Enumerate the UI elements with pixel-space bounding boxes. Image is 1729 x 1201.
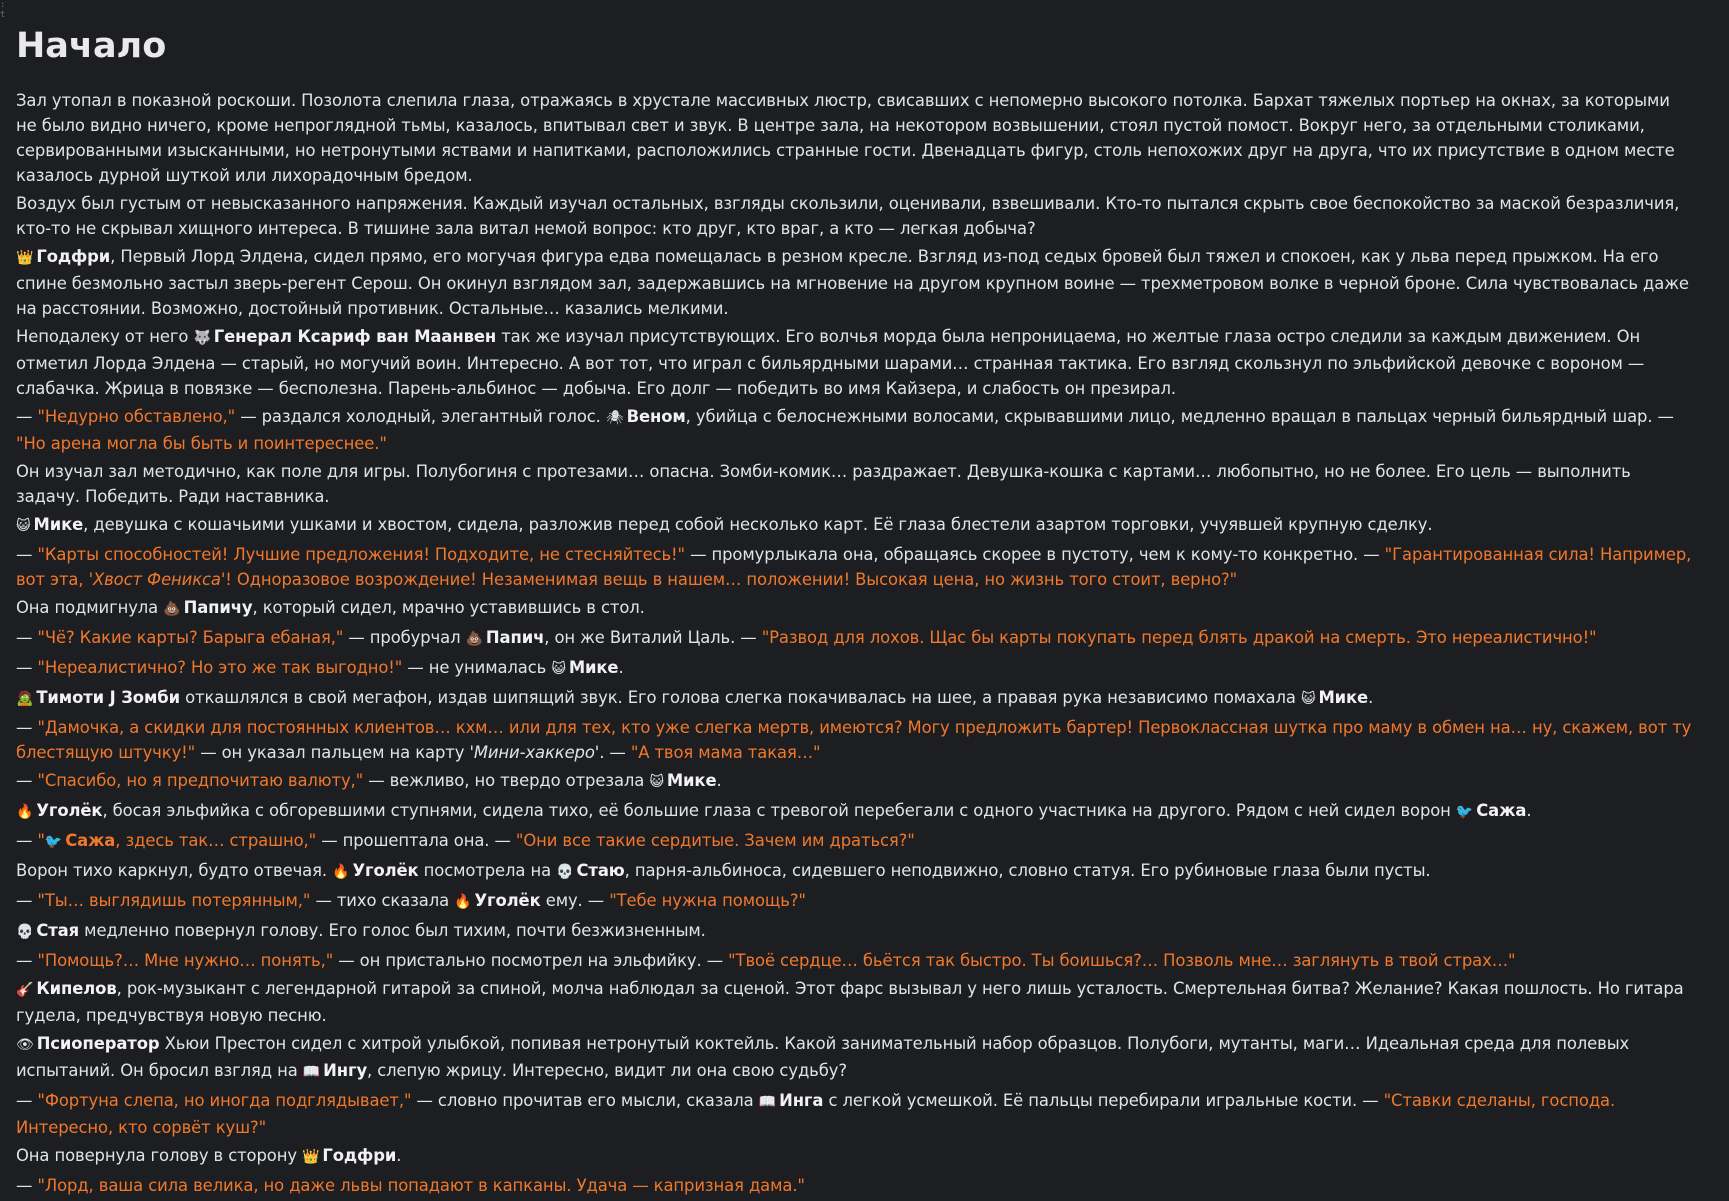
narration-text: Неподалеку от него <box>16 327 194 346</box>
narration-text: . <box>1526 801 1532 820</box>
story-paragraph <box>16 404 1694 456</box>
narration-text: откашлялся в свой мегафон, издав шипящий звук. Его голова слегка покачивалась на шее, а правая рука независимо помахала <box>180 688 1301 707</box>
story-paragraph <box>16 715 1694 765</box>
character-name: Стаю <box>576 861 625 880</box>
story-paragraph <box>16 595 1694 622</box>
character-icon: 😺 <box>649 774 664 790</box>
narration-text: , который сидел, мрачно уставившись в стол. <box>252 598 645 617</box>
narration-text: . <box>396 1146 402 1165</box>
character-name: Папич <box>485 628 545 647</box>
page-title: Начало <box>16 26 167 66</box>
character-icon: 🧟 <box>16 691 34 707</box>
character-icon: 🔥 <box>454 894 472 910</box>
narration-text: — <box>16 1176 38 1195</box>
dialogue-quote: "Но арена могла бы быть и поинтереснее." <box>16 434 387 453</box>
dialogue-quote: "Спасибо, но я предпочитаю валюту," <box>37 771 364 790</box>
narration-text: — промурлыкала она, обращаясь скорее в пустоту, чем к кому-то конкретно. — <box>684 545 1385 564</box>
story-paragraph <box>16 655 1694 682</box>
document-page <box>16 20 1694 1201</box>
character-name: Кипелов <box>36 979 117 998</box>
narration-text: — <box>16 951 38 970</box>
story-paragraph <box>16 542 1694 592</box>
character-icon: 😺 <box>1300 691 1316 707</box>
card-name: 'Мини-хаккеро' <box>469 743 600 762</box>
character-icon: 🐺 <box>193 330 211 346</box>
story-paragraph <box>16 324 1694 401</box>
story-paragraph <box>16 948 1694 973</box>
character-icon: 😺 <box>551 661 566 677</box>
character-name: Годфри <box>322 1146 397 1165</box>
character-name: Мике <box>1318 688 1369 707</box>
character-name: Сажа <box>1476 801 1527 820</box>
dialogue-quote: "Карты способностей! Лучшие предложения! Подходите, не стесняйтесь!" <box>37 545 685 564</box>
narration-text: Ворон тихо каркнул, будто отвечая. <box>16 861 333 880</box>
dialogue-quote: " <box>37 831 45 850</box>
narration-text: , слепую жрицу. Интересно, видит ли она свою судьбу? <box>367 1061 847 1080</box>
dialogue-quote: "Развод для лохов. Щас бы карты покупать перед блять дракой на смерть. Это нереалистично!" <box>761 628 1597 647</box>
narration-text: — <box>16 718 38 737</box>
dialogue-character-name: Сажа <box>65 831 116 850</box>
story-paragraph <box>16 768 1694 795</box>
dialogue-quote: "Недурно обставлено," <box>37 407 236 426</box>
story-paragraph <box>16 244 1694 321</box>
narration-text: , Первый Лорд Элдена, сидел прямо, его могучая фигура едва помещалась в резном кресле. Взгляд из-под седых бровей был тяжел и спокоен, как у льва перед прыжком. На его спине безмольно застыл зверь-регент Серош. Он окинул взглядом зал, задержавшись на мгновение на другом крупном воине — трехметровом волке в черной броне. Сила чувствовалась даже на расстоянии. Возможно, достойный противник. Остальные… казались мелкими. <box>16 247 1689 318</box>
character-icon: 🎸 <box>16 982 34 998</box>
story-paragraph <box>16 798 1694 825</box>
story-paragraph <box>16 828 1694 855</box>
narration-text: . <box>618 658 624 677</box>
edge-marks: : t <box>0 0 6 20</box>
narration-text: — <box>16 545 38 564</box>
narration-text: , рок-музыкант с легендарной гитарой за спиной, молча наблюдал за сценой. Этот фарс вызывал у него лишь усталость. Смертельная битва? Желание? Какая пошлость. Но гитара гудела, предчувствуя новую песню. <box>16 979 1684 1025</box>
dialogue-quote: "Тебе нужна помощь?" <box>609 891 806 910</box>
narration-text: — вежливо, но твердо отрезала <box>363 771 650 790</box>
story-paragraph <box>16 918 1694 945</box>
story-paragraph <box>16 459 1694 509</box>
narration-text: с легкой усмешкой. Её пальцы перебирали игральные кости. — <box>823 1091 1384 1110</box>
story-paragraph <box>16 888 1694 915</box>
narration-text: — тихо сказала <box>310 891 455 910</box>
character-name: Инга <box>779 1091 824 1110</box>
dialogue-quote: "Они все такие сердитые. Зачем им драться?" <box>515 831 915 850</box>
dialogue-quote: "Дамочка, а скидки для постоянных клиентов… кхм… или для тех, кто уже слегка мертв, имеются? Могу предложить бартер! Первоклассная шутка про маму в обмен на… ну, скажем, вот ту блестящую штучку!" <box>16 718 1692 762</box>
dialogue-quote: "Нереалистично? Но это же так выгодно!" <box>37 658 403 677</box>
narration-text: медленно повернул голову. Его голос был тихим, почти безжизненным. <box>79 921 706 940</box>
story-paragraph <box>16 976 1694 1028</box>
narration-text: Зал утопал в показной роскоши. Позолота слепила глаза, отражаясь в хрустале массивных люстр, свисавших с непомерно высокого потолка. Бархат тяжелых портьер на окнах, за которыми не было видно ничего, кроме непроглядной тьмы, казалось, впитывал свет и звук. В центре зала, на некотором возвышении, стоял пустой помост. Вокруг него, за отдельными столиками, сервированными изысканными, но нетронутыми яствами и напитками, расположились странные гости. Двенадцать фигур, столь непохожих друг на друга, что их присутствие в одном месте казалось дурной шуткой или лихорадочным бредом. <box>16 91 1675 185</box>
character-name: Стая <box>36 921 80 940</box>
character-icon: 💩 <box>163 601 181 617</box>
dialogue-quote: ! Одноразовое возрождение! Незаменимая вещь в нашем… положении! Высокая цена, но жизнь того стоит, верно?" <box>225 570 1238 589</box>
story-paragraph <box>16 1173 1694 1198</box>
character-name: Годфри <box>36 247 111 266</box>
character-name: Веном <box>626 407 686 426</box>
character-name: Папичу <box>183 598 253 617</box>
story-paragraph <box>16 1088 1694 1140</box>
dialogue-quote: , здесь так… страшно," <box>115 831 317 850</box>
character-name: Псиоператор <box>36 1034 160 1053</box>
story-paragraph <box>16 625 1694 652</box>
character-name: Генерал Ксариф ван Маанвен <box>213 327 497 346</box>
narration-text: — прошептала она. — <box>316 831 516 850</box>
character-icon: 💀 <box>16 924 34 940</box>
story-paragraph <box>16 858 1694 885</box>
narration-text: — не унималась <box>402 658 552 677</box>
narration-text: — словно прочитав его мысли, сказала <box>411 1091 759 1110</box>
character-icon: 😺 <box>16 518 31 534</box>
narration-text: ему. — <box>540 891 610 910</box>
dialogue-quote: "Лорд, ваша сила велика, но даже львы попадают в капканы. Удача — капризная дама." <box>37 1176 805 1195</box>
narration-text: — раздался холодный, элегантный голос. <box>235 407 606 426</box>
story-paragraph <box>16 512 1694 539</box>
character-name: Мике <box>666 771 717 790</box>
character-icon: 💩 <box>465 631 483 647</box>
narration-text: , босая эльфийка с обгоревшими ступнями, сидела тихо, её большие глаза с тревогой перебегали с одного участника на другого. Рядом с ней сидел ворон <box>102 801 1456 820</box>
narration-text: Она повернула голову в сторону <box>16 1146 303 1165</box>
narration-text: Воздух был густым от невысказанного напряжения. Каждый изучал остальных, взгляды скользили, оценивали, взвешивали. Кто-то пытался скрыть свое беспокойство за маской безразличия, кто-то не скрывал хищного интереса. В тишине зала витал немой вопрос: кто друг, кто враг, а кто — легкая добыча? <box>16 194 1680 238</box>
dialogue-card-name: 'Хвост Феникса' <box>88 570 226 589</box>
narration-text: — <box>16 891 38 910</box>
dialogue-quote: "Твоё сердце… бьётся так быстро. Ты боишься?… Позволь мне… заглянуть в твой страх…" <box>728 951 1516 970</box>
character-name: Тимоти J Зомби <box>36 688 180 707</box>
narration-text: посмотрела на <box>418 861 557 880</box>
narration-text: Он изучал зал методично, как поле для игры. Полубогиня с протезами… опасна. Зомби-комик… раздражает. Девушка-кошка с картами… любопытно, но не более. Его цель — выполнить задачу. Победить. Ради наставника. <box>16 462 1631 506</box>
narration-text: — он указал пальцем на карту <box>195 743 470 762</box>
story-paragraph <box>16 685 1694 712</box>
narration-text: так же изучал присутствующих. Его волчья морда была непроницаема, но желтые глаза остро следили за каждым движением. Он отметил Лорда Элдена — старый, но могучий воин. Интересно. А вот тот, что играл с бильярдными шарами… странная тактика. Его взгляд скользнул по эльфийской девочке с вороном — слабачка. Жрица в повязке — бесполезна. Парень-альбинос — добыча. Его долг — победить во имя Кайзера, и слабость он презирал. <box>16 327 1645 398</box>
character-name: Мике <box>568 658 619 677</box>
character-icon: 📖 <box>302 1064 321 1080</box>
narration-text: — <box>16 831 38 850</box>
story-paragraph <box>16 1031 1694 1085</box>
character-name: Уголёк <box>474 891 541 910</box>
character-icon: 👑 <box>16 250 34 266</box>
dialogue-quote: "Чё? Какие карты? Барыга ебаная," <box>37 628 344 647</box>
narration-text: Хьюи Престон сидел с хитрой улыбкой, попивая нетронутый коктейль. Какой занимательный набор образцов. Полубоги, мутанты, маги… Идеальная среда для полевых испытаний. Он бросил взгляд на <box>16 1034 1630 1080</box>
narration-text: — <box>16 1091 38 1110</box>
character-name: Ингу <box>323 1061 368 1080</box>
character-name: Мике <box>33 515 84 534</box>
narration-text: — <box>16 771 38 790</box>
character-name: Уголёк <box>36 801 103 820</box>
dialogue-quote: "Ты… выглядишь потерянным," <box>37 891 311 910</box>
character-icon: 🐦 <box>1455 804 1474 820</box>
narration-text: — <box>16 628 38 647</box>
narration-text: . — <box>599 743 631 762</box>
character-icon: 📖 <box>758 1094 777 1110</box>
narration-text: — он пристально посмотрел на эльфийку. — <box>333 951 729 970</box>
character-icon: 👑 <box>302 1149 320 1165</box>
narration-text: — пробурчал <box>343 628 466 647</box>
character-icon: 👁 <box>16 1037 34 1053</box>
dialogue-quote: "Ставки сделаны, господа. Интересно, кто сорвёт куш?" <box>16 1091 1616 1137</box>
character-icon: 🔥 <box>16 804 34 820</box>
narration-text: Она подмигнула <box>16 598 164 617</box>
dialogue-quote: "Помощь?… Мне нужно… понять," <box>37 951 334 970</box>
narration-text: — <box>16 658 38 677</box>
character-icon: 🐦 <box>44 834 63 850</box>
narration-text: — <box>16 407 38 426</box>
story-body <box>16 88 1694 1198</box>
story-paragraph <box>16 191 1694 241</box>
narration-text: . <box>716 771 722 790</box>
dialogue-quote: "А твоя мама такая…" <box>630 743 821 762</box>
story-paragraph <box>16 88 1694 188</box>
character-icon: 🔥 <box>332 864 350 880</box>
narration-text: . <box>1368 688 1374 707</box>
character-icon: 💀 <box>556 864 574 880</box>
narration-text: , убийца с белоснежными волосами, скрывавшими лицо, медленно вращал в пальцах черный бильярдный шар. — <box>685 407 1674 426</box>
dialogue-quote: "Гарантированная сила! Например, вот эта, <box>16 545 1692 589</box>
character-icon: 🕷 <box>605 410 624 426</box>
dialogue-quote: "Фортуна слепа, но иногда подглядывает," <box>37 1091 412 1110</box>
narration-text: , девушка с кошачьими ушками и хвостом, сидела, разложив перед собой несколько карт. Её глаза блестели азартом торговки, учуявшей крупную сделку. <box>83 515 1433 534</box>
narration-text: , парня-альбиноса, сидевшего неподвижно, словно статуя. Его рубиновые глаза были пусты. <box>624 861 1431 880</box>
character-name: Уголёк <box>352 861 419 880</box>
narration-text: , он же Виталий Цаль. — <box>544 628 762 647</box>
story-paragraph <box>16 1143 1694 1170</box>
